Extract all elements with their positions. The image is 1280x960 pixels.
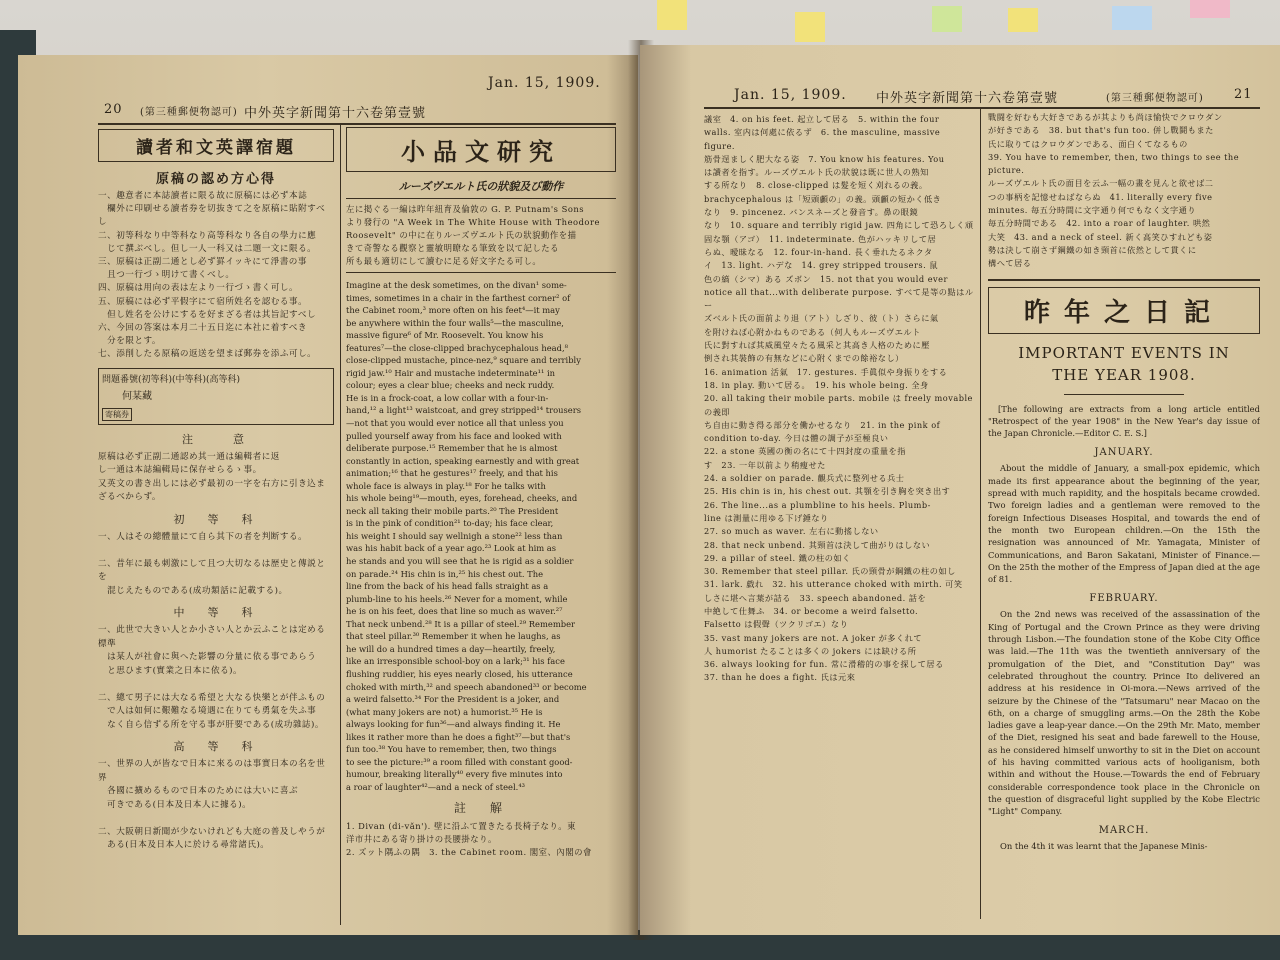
february-text: On the 2nd news was received of the assassination of the King of Portugal and the Crown Prince as they were driving through Lisbon.—The foundation stone of the Kobe City Office was laid.—The 11th was the twentieth anniversary of the promulgation of the Diet, and "Constitution Day" was celebrated throughout the country. Prince Ito delivered an address at his residence in Oi-mora.—News arrived of the seizure by the Chinese of the "Tatsumaru" near Macao on the 6th, on a charge of smuggling arms.—On the 28th the Kobe ladies gave a leap-year dance.—On the 29th Mr. Mato, member of the Diet, resigned his seat and bade farewell to the House, as he considered himself unworthy to sit in the Diet on account of his having committed various acts of hooliganism, both within and without the House.—Towards the end of February considerable correspondence took place in the Chronicle on the question of disgraceful light supplied by the Kobe Electric "Light" Company.	[988, 609, 1260, 817]
entry-form-value: 何某藏	[122, 390, 152, 402]
essay-title-box	[346, 127, 616, 172]
right-permit: (第三種郵便物認可)	[1106, 93, 1204, 104]
essay-rule-2	[346, 272, 616, 273]
left-column-divider	[340, 125, 341, 925]
notice-title: 注 意	[182, 432, 250, 446]
left-column-1	[98, 129, 334, 929]
left-permit: (第三種郵便物認可)	[140, 107, 238, 118]
entry-form-box	[98, 368, 334, 425]
essay-subtitle: ルーズヴエルト氏の狀貌及び動作	[398, 180, 564, 193]
sticky-tab-pink	[1190, 0, 1230, 18]
notice-text: 原稿は必ず正副二通認め其一通は編輯者に返 し一通は本誌編輯局に保存せらるゝ事。 又英文の書き出しには必ず最初の一字を右方に引き込ま ざるべからず。	[98, 451, 326, 503]
notes-title: 註 解	[453, 801, 508, 816]
essay-notes-tail: 戰闘を好むも大好きであるが其よりも尚ほ愉快でクロウダン が好きである 38. but that's fun too. 併し戰鬪もまた 氏に取りてはクロウダンである、面白くてなるもの 39. You have to remember, then, two things to see the picture. ルーズヴエルト氏の面目を云ふ一幅の畫を見んと欲せば二 つの事柄を記憶せねばならぬ 41. literally every five minutes. 毎五分時間に文字通り何でもなく文字通り 毎五分時間である 42. into a roar of laughter. 哄然 大笑 43. and a neck of steel. 新く高笑ひすれども姿 勢は決して崩さず鋼鐵の如き頸首に依然として貫くに 構へて居る	[988, 112, 1240, 269]
right-column-divider	[980, 109, 981, 919]
left-column-2	[346, 127, 616, 932]
sticky-tab-yellow-2	[795, 12, 825, 42]
entry-form-row: 問題番號(初等科)(中等科)(高等科)	[102, 374, 241, 385]
diary-title-en: IMPORTANT EVENTS IN THE YEAR 1908.	[1018, 343, 1230, 384]
entry-form-tag: 寄稿券	[102, 408, 132, 421]
submission-guide-title: 原稿の認め方心得	[155, 172, 276, 187]
advanced-text: 一、世界の人が皆なで日本に來るのは事實日本の名を世界 各國に擴めるもので日本のためには大いに喜ぶ 可きである(日本及日本人に據る)。 二、大阪朝日新聞が少ないけれども大庭の普及しやうが ある(日本及日本人に於ける尋常諸氏)。	[98, 759, 326, 851]
reader-title-box	[98, 129, 334, 162]
right-column-1	[704, 113, 974, 923]
left-publication: 中外英字新聞第十六卷第壹號	[244, 106, 427, 121]
right-column-2	[988, 111, 1260, 926]
diary-title-jp: 昨年之日記	[1023, 297, 1224, 328]
essay-intro: 左に掲ぐる一編は昨年紐育及倫敦の G. P. Putnam's Sons より發行の "A Week in The White House with Theodore Roosevelt" の中に在りルーズヴエルト氏の狀貌動作を描 きて奇警なる觀察と靈敏明瞭なる筆致を以て記したる 所も最も適切にして讀むに足る好文字たる可し。	[346, 204, 600, 266]
essay-title: 小品文研究	[401, 137, 561, 166]
sticky-tab-green	[932, 6, 962, 32]
left-date: Jan. 15, 1909.	[488, 75, 601, 91]
left-page	[18, 55, 638, 935]
header-rule	[98, 123, 616, 125]
editor-note: [The following are extracts from a long article entitled "Retrospect of the year 1908" in the New Year's day issue of the Japan Chronicle.—Editor C. E. S.]	[988, 403, 1260, 439]
reader-section-title: 讀者和文英譯宿題	[136, 138, 296, 158]
right-date: Jan. 15, 1909.	[734, 87, 847, 103]
march-heading: MARCH.	[1098, 825, 1150, 837]
march-text: On the 4th it was learnt that the Japanese Minis-	[1000, 841, 1208, 852]
right-publication: 中外英字新聞第十六卷第壹號	[876, 91, 1059, 106]
diary-title-box	[988, 287, 1260, 334]
right-page-number: 21	[1234, 87, 1253, 102]
essay-notes-start: 1. Divan (di-văn'). 壁に沿ふて置きたる長椅子なり。東 洋市井にある寄り掛けの長腰掛なり。 2. ズット隅ふの隅 3. the Cabinet room. 閣室、內閣の會	[346, 821, 592, 858]
left-page-number: 20	[104, 102, 123, 117]
diary-top-rule	[988, 279, 1260, 281]
january-text: About the middle of January, a small-pox epidemic, which made its first appearance about the beginning of the year, spread with much rapidity, and the hospitals became crowded. Two foreign ladies and a gentleman were removed to the foreign Infectious Diseases Hospital, and towards the end of the month two European children.—On the 15th the resignation was announced of Mr. Yamagata, Minister of Communications, and Baron Sakatani, Minister of Finance.—On the 25th the mother of the Empress of Japan died at the age of 81.	[988, 463, 1260, 585]
right-page	[640, 45, 1280, 935]
right-header-rule	[704, 107, 1260, 109]
advanced-title: 高 等 科	[173, 740, 259, 754]
diary-rule	[1064, 394, 1184, 395]
submission-rules: 一、趣意者に本誌讀者に限る故に原稿には必ず本誌 欄外に印刷せる讀者券を切抜きて之を原稿に貼附すべし 二、初等科なり中等科なり高等科なり各自の學力に應 じて撰ぶべし。但し一人一科又は二題一文に限る。 三、原稿は正副二通とし必ず罫イッキにて淨書の事 且つ一行づゝ明けて書くべし。 四、原稿は用向の表は左より一行づゝ書く可し。 五、原稿には必ず平假字にて宿所姓名を認むる事。 但し姓名を公けにするを好まざる者は其旨記すべし 六、今回の答案は本月二十五日迄に本社に着すべき 分を限とす。 七、添削したる原稿の返送を望まば郵券を添ふ可し。	[98, 191, 326, 360]
sticky-tab-yellow-3	[1008, 8, 1038, 32]
essay-rule	[346, 198, 616, 199]
elementary-text: 一、人はその總體量にて自ら其下の者を判断する。 二、昔年に最も刺激にして且つ大切なるは歴史と傳説とを 混じえたものである(成功類話に記載する)。	[98, 531, 326, 596]
middle-title: 中 等 科	[173, 606, 259, 620]
sticky-tab-blue	[1112, 6, 1152, 30]
essay-body: Imagine at the desk sometimes, on the divan¹ some- times, sometimes in a chair in the farthest corner² of the Cabinet room,³ more often on his feet⁴—it may be anywhere within the four walls⁵—the masculine, massive figure⁶ of Mr. Roosevelt. You know his features⁷—the close-clipped brachycephalous head,⁸ close-clipped mustache, pince-nez,⁹ square and terribly rigid jaw.¹⁰ Hair and mustache indeterminate¹¹ in colour; eyes a clear blue; cheeks and neck ruddy. He is in a frock-coat, a low collar with a four-in- hand,¹² a light¹³ waistcoat, and grey stripped¹⁴ trousers —not that you would ever notice all that unless you pulled yourself away from his face and looked with deliberate purpose.¹⁵ Remember that he is almost constantly in action, speaking earnestly and with great animation;¹⁶ that he gestures¹⁷ freely, and that his whole face is always in play.¹⁸ For he talks with his whole being¹⁹—mouth, eyes, forehead, cheeks, and neck all taking their mobile parts.²⁰ The President is in the pink of condition²¹ to-day; his face clear, his weight I should say wellnigh a stone²² less than was his habit back of a year ago.²³ Look at him as he stands and you will see that he is rigid as a soldier on parade.²⁴ His chin is in,²⁵ his chest out. The line from the back of his head falls straight as a plumb-line to his heels.²⁶ Never for a moment, while he is on his feet, does that line so much as waver.²⁷ That neck unbend.²⁸ It is a pillar of steel.²⁹ Remember that steel pillar.³⁰ Remember it when he laughs, as he will do a hundred times a day—heartily, freely, like an irresponsible school-boy on a lark;³¹ his face flushing ruddier, his eyes nearly closed, his utterance choked with mirth,³² and speech abandoned³³ or become a weird falsetto.³⁴ For the President is a joker, and (what many jokers are not) a humorist.³⁵ He is always looking for fun³⁶—and always finding it. He likes it rather more than he does a fight³⁷—but that's fun too.³⁸ You have to remember, then, two things to see the picture:³⁹ a room filled with constant good- humour, breaking literally⁴⁰ every five minutes into a roar of laughter⁴²—and a neck of steel.⁴³	[346, 280, 587, 792]
sticky-tab-yellow	[657, 0, 687, 30]
elementary-title: 初 等 科	[173, 512, 259, 526]
february-heading: FEBRUARY.	[1089, 593, 1159, 605]
middle-text: 一、此世で大きい人とか小さい人とか云ふことは定める標準 は某人が社會に與へた影響の分量に依る事であらう と思ひます(實業之日本に依る)。 二、總て男子には大なる希望と大なる快樂とが伴ふもの で人は如何に艱難なる境遇に在りても勇氣を失ふ事 なく自ら信ずる所を守る事が肝要である(成功雜誌)。	[98, 625, 326, 730]
essay-notes-continued: 議室 4. on his feet. 起立して居る 5. within the four walls. 室内は何處に依るず 6. the masculine, massive figure. 筋骨逞ましく肥大なる姿 7. You know his features. You は讀者を指す。ルーズヴエルト氏の狀貌は既に世人の熟知 する所なり 8. close-clipped は髮を短く刈れるの義。 brachycephalous は「短頭顱の」の義。頭顱の短かく低き なり 9. pincenez. バンスネーズと發音す。鼻の眼鏡 なり 10. square and terribly rigid jaw. 四角にして恐ろしく頑 固な顎（アゴ） 11. indeterminate. 色がハッキリして居 らぬ、曖昧なる 12. four-in-hand. 長く垂れたるネクタ イ 13. light. ハデな 14. grey stripped trousers. 鼠 色の縞（シマ）ある ズボン 15. not that you would ever notice all that...with deliberate purpose. すべて是等の點はルー ズベルト氏の面前より退（アト）しざり、彼（ト）さらに氣 を附けねば心附かねものである（何人もルーズヴエルト 氏に對すれば其威風堂々たる風采と其高き人格のために壓 倒され其裝飾の有無などに心附くまでの餘裕なし） 16. animation 活氣 17. gestures. 手眞似や身振りをする 18. in play. 動いて居る。 19. his whole being. 全身 20. all taking their mobile parts. mobile は freely movable の義即 ち自由に動き得る部分を働かせるなり 21. in the pink of condition to-day. 今日は體の調子が至極良い 22. a stone 英國の衡の名にて十四封度の重量を指 す 23. 一年以前より稍瘦せた 24. a soldier on parade. 觀兵式に整列せる兵士 25. His chin is in, his chest out. 其顎を引き胸を突き出す 26. The line...as a plumbline to his heels. Plumb- line は測量に用ゆる下げ錘なり 27. so much as waver. 左右に動搖しない 28. that neck unbend. 其頸首は決して曲がりはしない 29. a pillar of steel. 鐵の柱の如く 30. Remember that steel pillar. 氏の頸骨が鋼鐵の柱の如し 31. lark. 戯れ 32. his utterance choked with mirth. 可笑 しさに堪へ言葉が詰る 33. speech abandoned. 話を 中絶して仕舞ふ 34. or become a weird falsetto. Falsetto は假聲（ツクリゴエ）なり 35. vast many jokers are not. A joker が多くれて 人 humorist たることは多くの jokers には缺ける所 36. always looking for fun. 常に滑稽的の事を探して居る 37. than he does a fight. 氏は元來	[704, 114, 974, 683]
january-heading: JANUARY.	[1094, 447, 1154, 459]
